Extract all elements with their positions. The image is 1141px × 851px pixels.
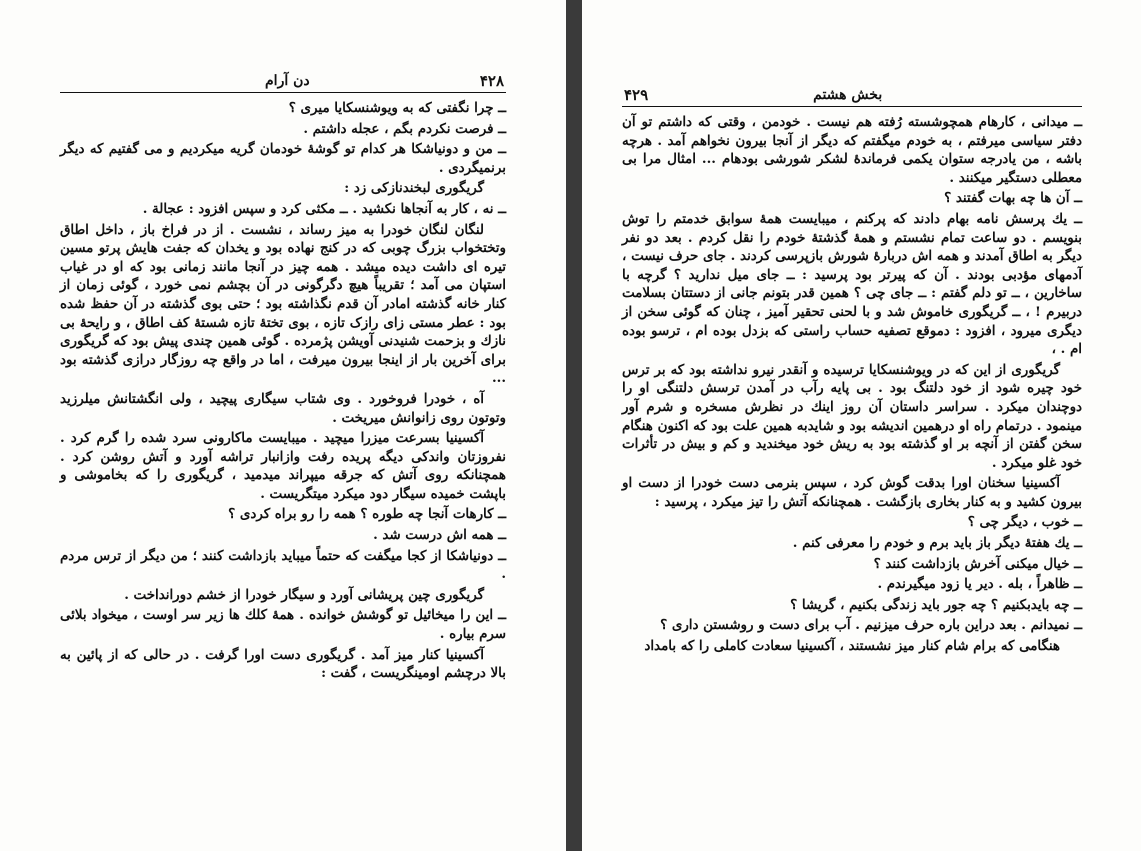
right-book-page xyxy=(582,0,1141,851)
paragraph: گریگوری از این که در ویوشنسکایا ترسیده و آنقدر نیرو نداشته بود که بر ترس خود چیره شود از خود دلتنگ بود . بی پایه رآب در آمدن ترسش دلتنگی او را دوچندان میکرد . سراسر داستان آن روز اینك در نظرش مسخره و شرم آور مینمود . درتمام راه او درهمین اندیشه بود و شایدبه همین علت بود که اکنون هنگام سخن گفتن از آنچه بر او گذشته بود به ریش خود میخندید و کم و بیش در تأثرات خود غلو میکرد . xyxy=(622,361,1082,471)
paragraph: ــ آن ها چه بهات گفتند ؟ xyxy=(944,190,1082,207)
page-number: ۴۲۹ xyxy=(624,86,649,104)
page-number: ۴۲۸ xyxy=(479,72,504,90)
left-book-page xyxy=(0,0,566,851)
paragraph: ــ نه ، کار به آنجاها نکشید . ــ مکثی کرد و سپس افزود : عجالة . xyxy=(142,200,506,217)
left-page-body xyxy=(60,72,506,685)
paragraph: ــ کارهات آنجا چه طوره ؟ همه را رو براه کردی ؟ xyxy=(228,506,506,523)
paragraph: گریگوری لبخندنازکی زد : xyxy=(344,180,484,197)
paragraph: ــ خوب ، دیگر چی ؟ xyxy=(967,514,1082,531)
paragraph: لنگان لنگان خودرا به میز رساند ، نشست . از در فراخ باز ، داخل اطاق وتختخواب بزرگ چوبی که در کنج نهاده بود و یخدان که جفت هایش پرتو مسین تیره ای داشت دیده میشد . همه چیز در آنجا مانند زمانی بود که او در غیاب استپان می آمد ؛ تقریباً هیچ دگرگونی در آن بچشم نمی خورد ، گوئی زمان از کنار خانه گذشته امادر آن قدم نگذاشته بود ؛ حتی بوی گذشته در آن حفظ شده بود : عطر مستی زای رازک تازه ، بوی تختهٔ تازه شستهٔ کف اطاق ، و رایحهٔ بی نازك و بزحمت شنیدنی آویشن پژمرده . گوئی همین چندی پیش بود که گریگوری برای آخرین بار از اینجا بیرون میرفت ، اما در واقع چه روزگار درازی گذشته بود ... xyxy=(60,221,506,387)
paragraph: ــ چرا نگفتی که به ویوشنسکایا میری ؟ xyxy=(288,100,506,116)
paragraph: ــ نمیدانم . بعد دراین باره حرف میزنیم . آب برای دست و روشستن داری ؟ xyxy=(660,617,1082,634)
right-page-text xyxy=(622,113,1082,656)
paragraph: ــ همه اش درست شد . xyxy=(373,527,506,544)
paragraph: ــ یك هفتهٔ دیگر باز باید برم و خودم را معرفی کنم . xyxy=(792,535,1082,552)
paragraph: ــ این را میخائیل تو گوشش خوانده . همهٔ کلك ها زیر سر اوست ، میخواد بلائی سرم بیاره . xyxy=(60,607,506,643)
left-page-header xyxy=(60,72,506,93)
paragraph: آه ، خودرا فروخورد . وی شتاب سیگاری پیچید ، ولی انگشتانش میلرزید وتوتون روی زانوانش میریخت . xyxy=(60,390,506,426)
paragraph: ــ دونیاشکا از کجا میگفت که حتماً میباید بازداشت کنند ؛ من دیگر از ترس مردم . xyxy=(60,547,506,583)
paragraph: ــ ظاهراً ، بله . دیر یا زود میگیرندم . xyxy=(877,576,1082,593)
paragraph: گریگوری چین پریشانی آورد و سیگار خودرا از خشم دورانداخت . xyxy=(124,586,484,603)
paragraph: هنگامی که برام شام کنار میز نشستند ، آکسینیا سعادت کاملی را که بامداد xyxy=(644,638,1060,655)
paragraph: ــ خیال میکنی آخرش بازداشت کنند ؟ xyxy=(873,555,1082,572)
paragraph: ــ میدانی ، کارهام همچوشسته رُفته هم نیست . خودمن ، وقتی که داشتم تو آن دفتر سیاسی میرفتم ، به خودم میگفتم که دیگر از آنجا بیرون نخواهم آمد . هرچه باشه ، من یادرجه ستوان یکمی فرماندهٔ لشکر شورشی بودهام ... امثال مرا بی معطلی دستگیر میکنند . xyxy=(622,114,1082,186)
right-page-body xyxy=(622,86,1082,658)
running-title: بخش هشتم xyxy=(813,87,883,103)
paragraph: ــ فرصت نکردم بگم ، عجله داشتم . xyxy=(303,120,506,137)
running-title: دن آرام xyxy=(265,73,310,89)
book-gutter xyxy=(566,0,582,851)
right-page-header xyxy=(622,86,1082,107)
paragraph: ــ چه بایدبکنیم ؟ چه جور باید زندگی بکنیم ، گریشا ؟ xyxy=(790,596,1082,613)
paragraph: آکسینیا کنار میز آمد . گریگوری دست اورا گرفت . در حالی که از پائین به بالا درچشم اومینگریست ، گفت : xyxy=(60,646,506,682)
paragraph: آکسینیا بسرعت میزرا میچید . میبایست ماکارونی سرد شده را گرم کرد . نفروزتان واندکی دیگه پریده رفت وازانبار تراشه آورد و آتش روشن کرد . همچنانکه روی آتش که جرقه میپراند میدمید ، گریگوری را که بخاموشی و باپشت خمیده سیگار دود میکرد میتگریست . xyxy=(60,430,506,502)
left-page-text xyxy=(60,99,506,683)
paragraph: ــ من و دونیاشکا هر کدام تو گوشهٔ خودمان گریه میکردیم و می گفتیم که دیگر برنمیگردی . xyxy=(60,141,506,176)
paragraph: آکسینیا سخنان اورا بدقت گوش کرد ، سپس بنرمی دست خودرا از دست او بیرون کشید و به کنار بخاری بازگشت . همچنانکه آتش را تیز میکرد ، پرسید : xyxy=(622,475,1082,510)
paragraph: ــ یك پرسش نامه بهام دادند که پرکنم ، میبایست همهٔ سوابق خدمتم را توش بنویسم . دو ساعت تمام نشستم و همهٔ گذشتهٔ خودم را نقل کردم . بعد دو نفر دیگر به اطاق آمدند و همه اش دربارهٔ شورش بازپرسی کردند . جای حرف نیست ، آدمهای مؤدبی بودند . آن که پیرتر بود پرسید : ــ جای میل ندارید ؟ گرچه با ساخارین ، ــ تو دلم گفتم : ــ جای چی ؟ همین قدر بتونم جانی از دستتان بسلامت دربیرم ! ، ــ گریگوری خاموش شد و با لحنی تحقیر آمیز ، چنان که گوئی سخن از دیگری میرود ، افزود : دموقع تصفیه حساب راستی که بزدل بوده ام ، ترسو بوده ام . ، xyxy=(622,210,1082,358)
